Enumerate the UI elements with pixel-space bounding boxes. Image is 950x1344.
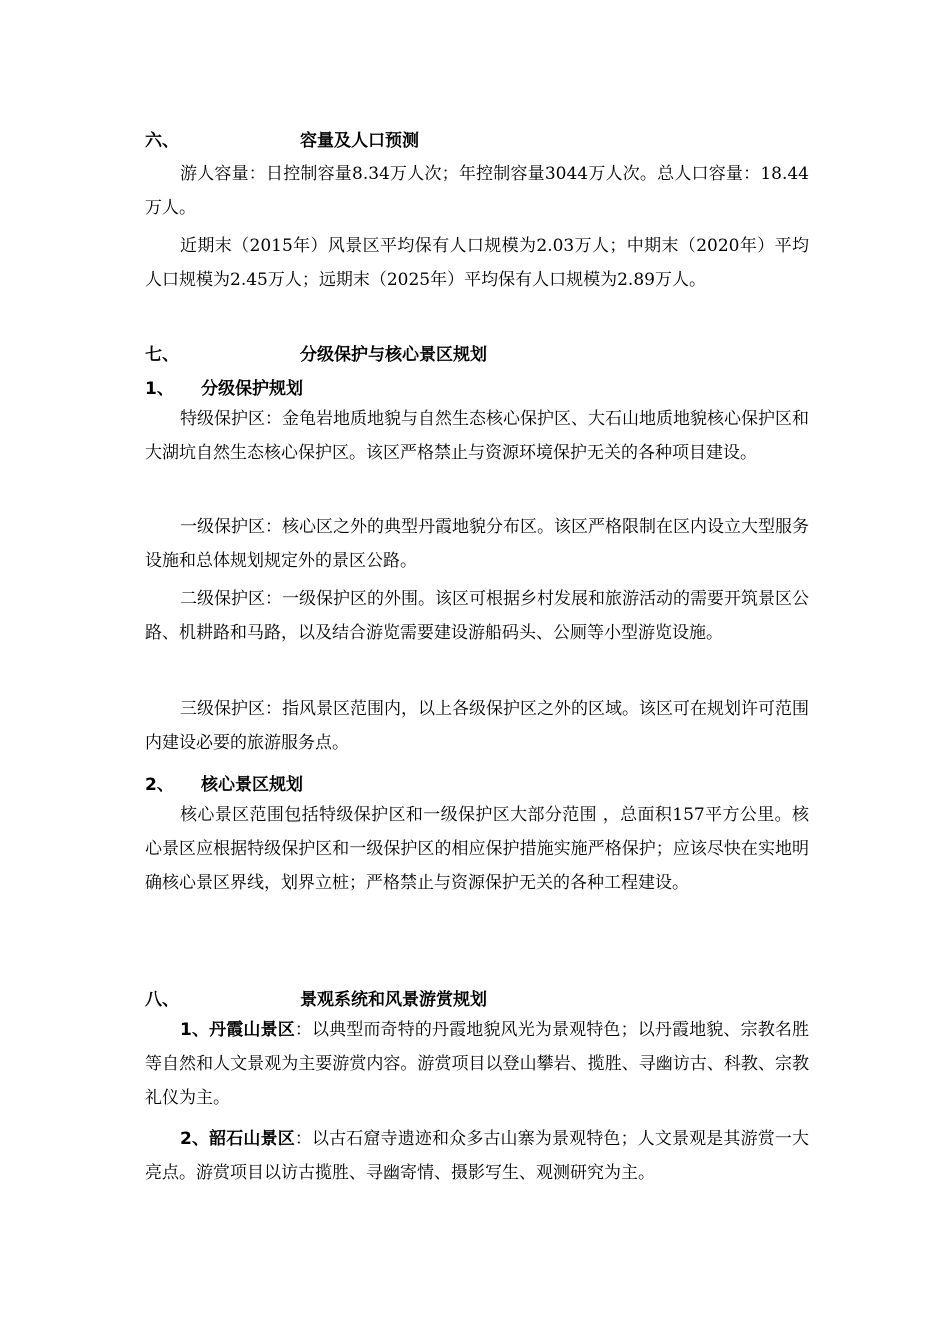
paragraph: 一级保护区：核心区之外的典型丹霞地貌分布区。该区严格限制在区内设立大型服务设施和总体规划规定外的景区公路。 [145,517,809,571]
paragraph: 游人容量：日控制容量8.34万人次；年控制容量3044万人次。总人口容量：18.44万人。 [145,164,809,218]
paragraph: 核心景区范围包括特级保护区和一级保护区大部分范围 ，总面积157平方公里。核心景区应根据特级保护区和一级保护区的相应保护措施实施严格保护；应该尽快在实地明确核心景区界线，划界立桩；严格禁止与资源保护无关的各种工程建设。 [145,805,809,893]
paragraph: 三级保护区：指风景区范围内，以上各级保护区之外的区域。该区可在规划许可范围内建设必要的旅游服务点。 [145,699,809,753]
section-title: 分级保护与核心景区规划 [300,345,487,365]
subsection-title: 分级保护规划 [201,379,303,399]
subsection-number: 2、 [145,775,174,795]
item-text: ：以古石窟寺遗迹和众多古山寨为景观特色；人文景观是其游赏一大亮点。游赏项目以访古揽胜、寻幽寄情、摄影写生、观测研究为主。 [145,1129,809,1183]
section-7-heading [145,340,487,365]
scenic-area-item [145,1013,809,1115]
subsection-1-heading [145,374,303,399]
subsection-number: 1、 [145,379,174,399]
item-label: 2、韶石山景区 [180,1129,295,1149]
item-label: 1、丹霞山景区 [180,1020,295,1040]
scenic-area-item [145,1122,809,1190]
section-number: 七、 [145,345,179,365]
section-number: 八、 [145,990,179,1010]
paragraph: 近期末（2015年）风景区平均保有人口规模为2.03万人；中期末（2020年）平均人口规模为2.45万人；远期末（2025年）平均保有人口规模为2.89万人。 [145,236,809,290]
section-6-heading [145,126,419,151]
paragraph: 特级保护区：金龟岩地质地貌与自然生态核心保护区、大石山地质地貌核心保护区和大湖坑自然生态核心保护区。该区严格禁止与资源环境保护无关的各种项目建设。 [145,409,809,463]
section-title: 容量及人口预测 [300,131,419,151]
subsection-title: 核心景区规划 [201,775,303,795]
section-8-heading [145,985,487,1010]
item-text: ：以典型而奇特的丹霞地貌风光为景观特色；以丹霞地貌、宗教名胜等自然和人文景观为主要游赏内容。游赏项目以登山攀岩、揽胜、寻幽访古、科教、宗教礼仪为主。 [145,1020,809,1108]
paragraph: 二级保护区：一级保护区的外围。该区可根据乡村发展和旅游活动的需要开筑景区公路、机耕路和马路，以及结合游览需要建设游船码头、公厕等小型游览设施。 [145,589,809,643]
subsection-2-heading [145,770,303,795]
section-number: 六、 [145,131,179,151]
section-title: 景观系统和风景游赏规划 [300,990,487,1010]
